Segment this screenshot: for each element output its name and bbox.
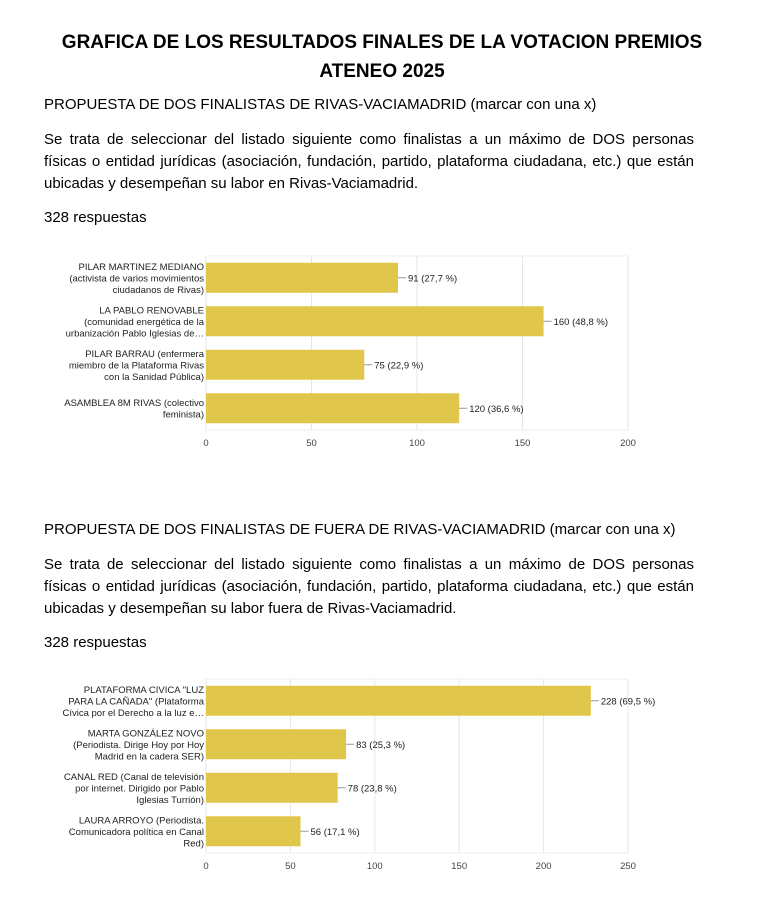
data-label: 91 (27,7 %) — [408, 273, 458, 285]
x-tick-label: 150 — [451, 861, 468, 872]
bar — [206, 686, 591, 716]
category-label-line: urbanización Pablo Iglesias de… — [65, 328, 204, 340]
category-label-line: ciudadanos de Rivas) — [112, 284, 204, 296]
chart-rivas-finalists — [0, 250, 764, 460]
bar — [206, 306, 544, 336]
category-label — [64, 398, 204, 421]
data-label: 160 (48,8 %) — [553, 316, 609, 328]
category-label-line: Iglesias Turrión) — [136, 794, 204, 806]
category-label-line: miembro de la Plataforma Rivas — [68, 360, 204, 372]
category-label-line: MARTA GONZÁLEZ NOVO — [87, 728, 204, 740]
category-label-line: ASAMBLEA 8M RIVAS (colectivo — [64, 398, 204, 409]
category-label — [69, 815, 204, 849]
bar — [206, 816, 301, 846]
section1-description: Se trata de seleccionar del listado siguiente como finalistas a un máximo de DOS personas físicas o entidad jurídicas (asociación, fundación, partido, plataforma ciudadana, etc.) que están ubicadas y desempeñan su labor en Rivas-Vaciamadrid. — [44, 131, 694, 192]
category-label-line: Cívica por el Derecho a la luz e… — [62, 707, 204, 719]
section2-response-count: 328 respuestas — [44, 634, 147, 651]
category-label — [69, 349, 205, 383]
bar — [206, 263, 398, 293]
category-label-line: Madrid en la cadera SER) — [94, 751, 204, 763]
category-label-line: LA PABLO RENOVABLE — [99, 305, 204, 317]
category-label-line: (Periodista. Dirige Hoy por Hoy — [73, 739, 204, 751]
data-label: 56 (17,1 %) — [310, 826, 360, 838]
category-label-line: PILAR BARRAU (enfermera — [85, 348, 204, 360]
page-title — [40, 28, 724, 86]
x-tick-label: 50 — [306, 438, 317, 449]
category-label — [62, 685, 204, 719]
category-label — [66, 305, 205, 339]
section2-heading: PROPUESTA DE DOS FINALISTAS DE FUERA DE RIVAS-VACIAMADRID (marcar con una x) — [44, 521, 676, 538]
x-tick-label: 250 — [620, 861, 636, 872]
x-tick-label: 100 — [366, 861, 383, 872]
x-tick-label: 50 — [285, 861, 296, 872]
category-label-line: PARA LA CAÑADA" (Plataforma — [68, 696, 204, 708]
x-tick-label: 100 — [409, 438, 425, 449]
category-label-line: PLATAFORMA CIVICA "LUZ — [83, 684, 204, 696]
data-label: 75 (22,9 %) — [374, 360, 424, 372]
category-label-line: por internet. Dirigido por Pablo — [75, 783, 204, 795]
x-tick-label: 0 — [203, 438, 209, 449]
data-label: 83 (25,3 %) — [356, 739, 406, 751]
category-label-line: Red) — [183, 838, 204, 850]
category-label — [69, 262, 204, 296]
category-label-line: Comunicadora política en Canal — [68, 826, 204, 838]
page-title-line-1: GRAFICA DE LOS RESULTADOS FINALES DE LA VOTACION PREMIOS — [61, 32, 703, 53]
category-label-line: CANAL RED (Canal de televisión — [63, 771, 204, 783]
chart-outside-rivas-finalists — [0, 673, 764, 883]
category-label-line: PILAR MARTINEZ MEDIANO — [78, 261, 204, 273]
x-tick-label: 150 — [514, 438, 531, 449]
category-label — [73, 728, 204, 762]
section1-heading: PROPUESTA DE DOS FINALISTAS DE RIVAS-VACIAMADRID (marcar con una x) — [44, 96, 597, 113]
x-tick-label: 0 — [203, 861, 209, 872]
bar — [206, 729, 346, 759]
bar — [206, 393, 459, 423]
category-label-line: feminista) — [162, 409, 204, 421]
bar — [206, 350, 364, 380]
category-label — [64, 772, 204, 806]
data-label: 78 (23,8 %) — [347, 783, 397, 795]
category-label-line: (activista de varios movimientos — [69, 273, 204, 285]
x-tick-label: 200 — [535, 861, 552, 872]
category-label-line: LAURA ARROYO (Periodista. — [78, 815, 204, 827]
page-title-line-2: ATENEO 2025 — [319, 61, 445, 82]
category-label-line: con la Sanidad Pública) — [104, 371, 204, 383]
category-label-line: (comunidad energética de la — [84, 316, 204, 328]
data-label: 228 (69,5 %) — [600, 696, 656, 708]
bar — [206, 773, 338, 803]
data-label: 120 (36,6 %) — [469, 403, 524, 415]
x-tick-label: 200 — [620, 438, 636, 449]
section1-response-count: 328 respuestas — [44, 209, 147, 226]
section2-description: Se trata de seleccionar del listado siguiente como finalistas a un máximo de DOS personas físicas o entidad jurídicas (asociación, fundación, partido, plataforma ciudadana, etc.) que están ubicadas y desempeñan su labor fuera de Rivas-Vaciamadrid. — [44, 556, 694, 617]
